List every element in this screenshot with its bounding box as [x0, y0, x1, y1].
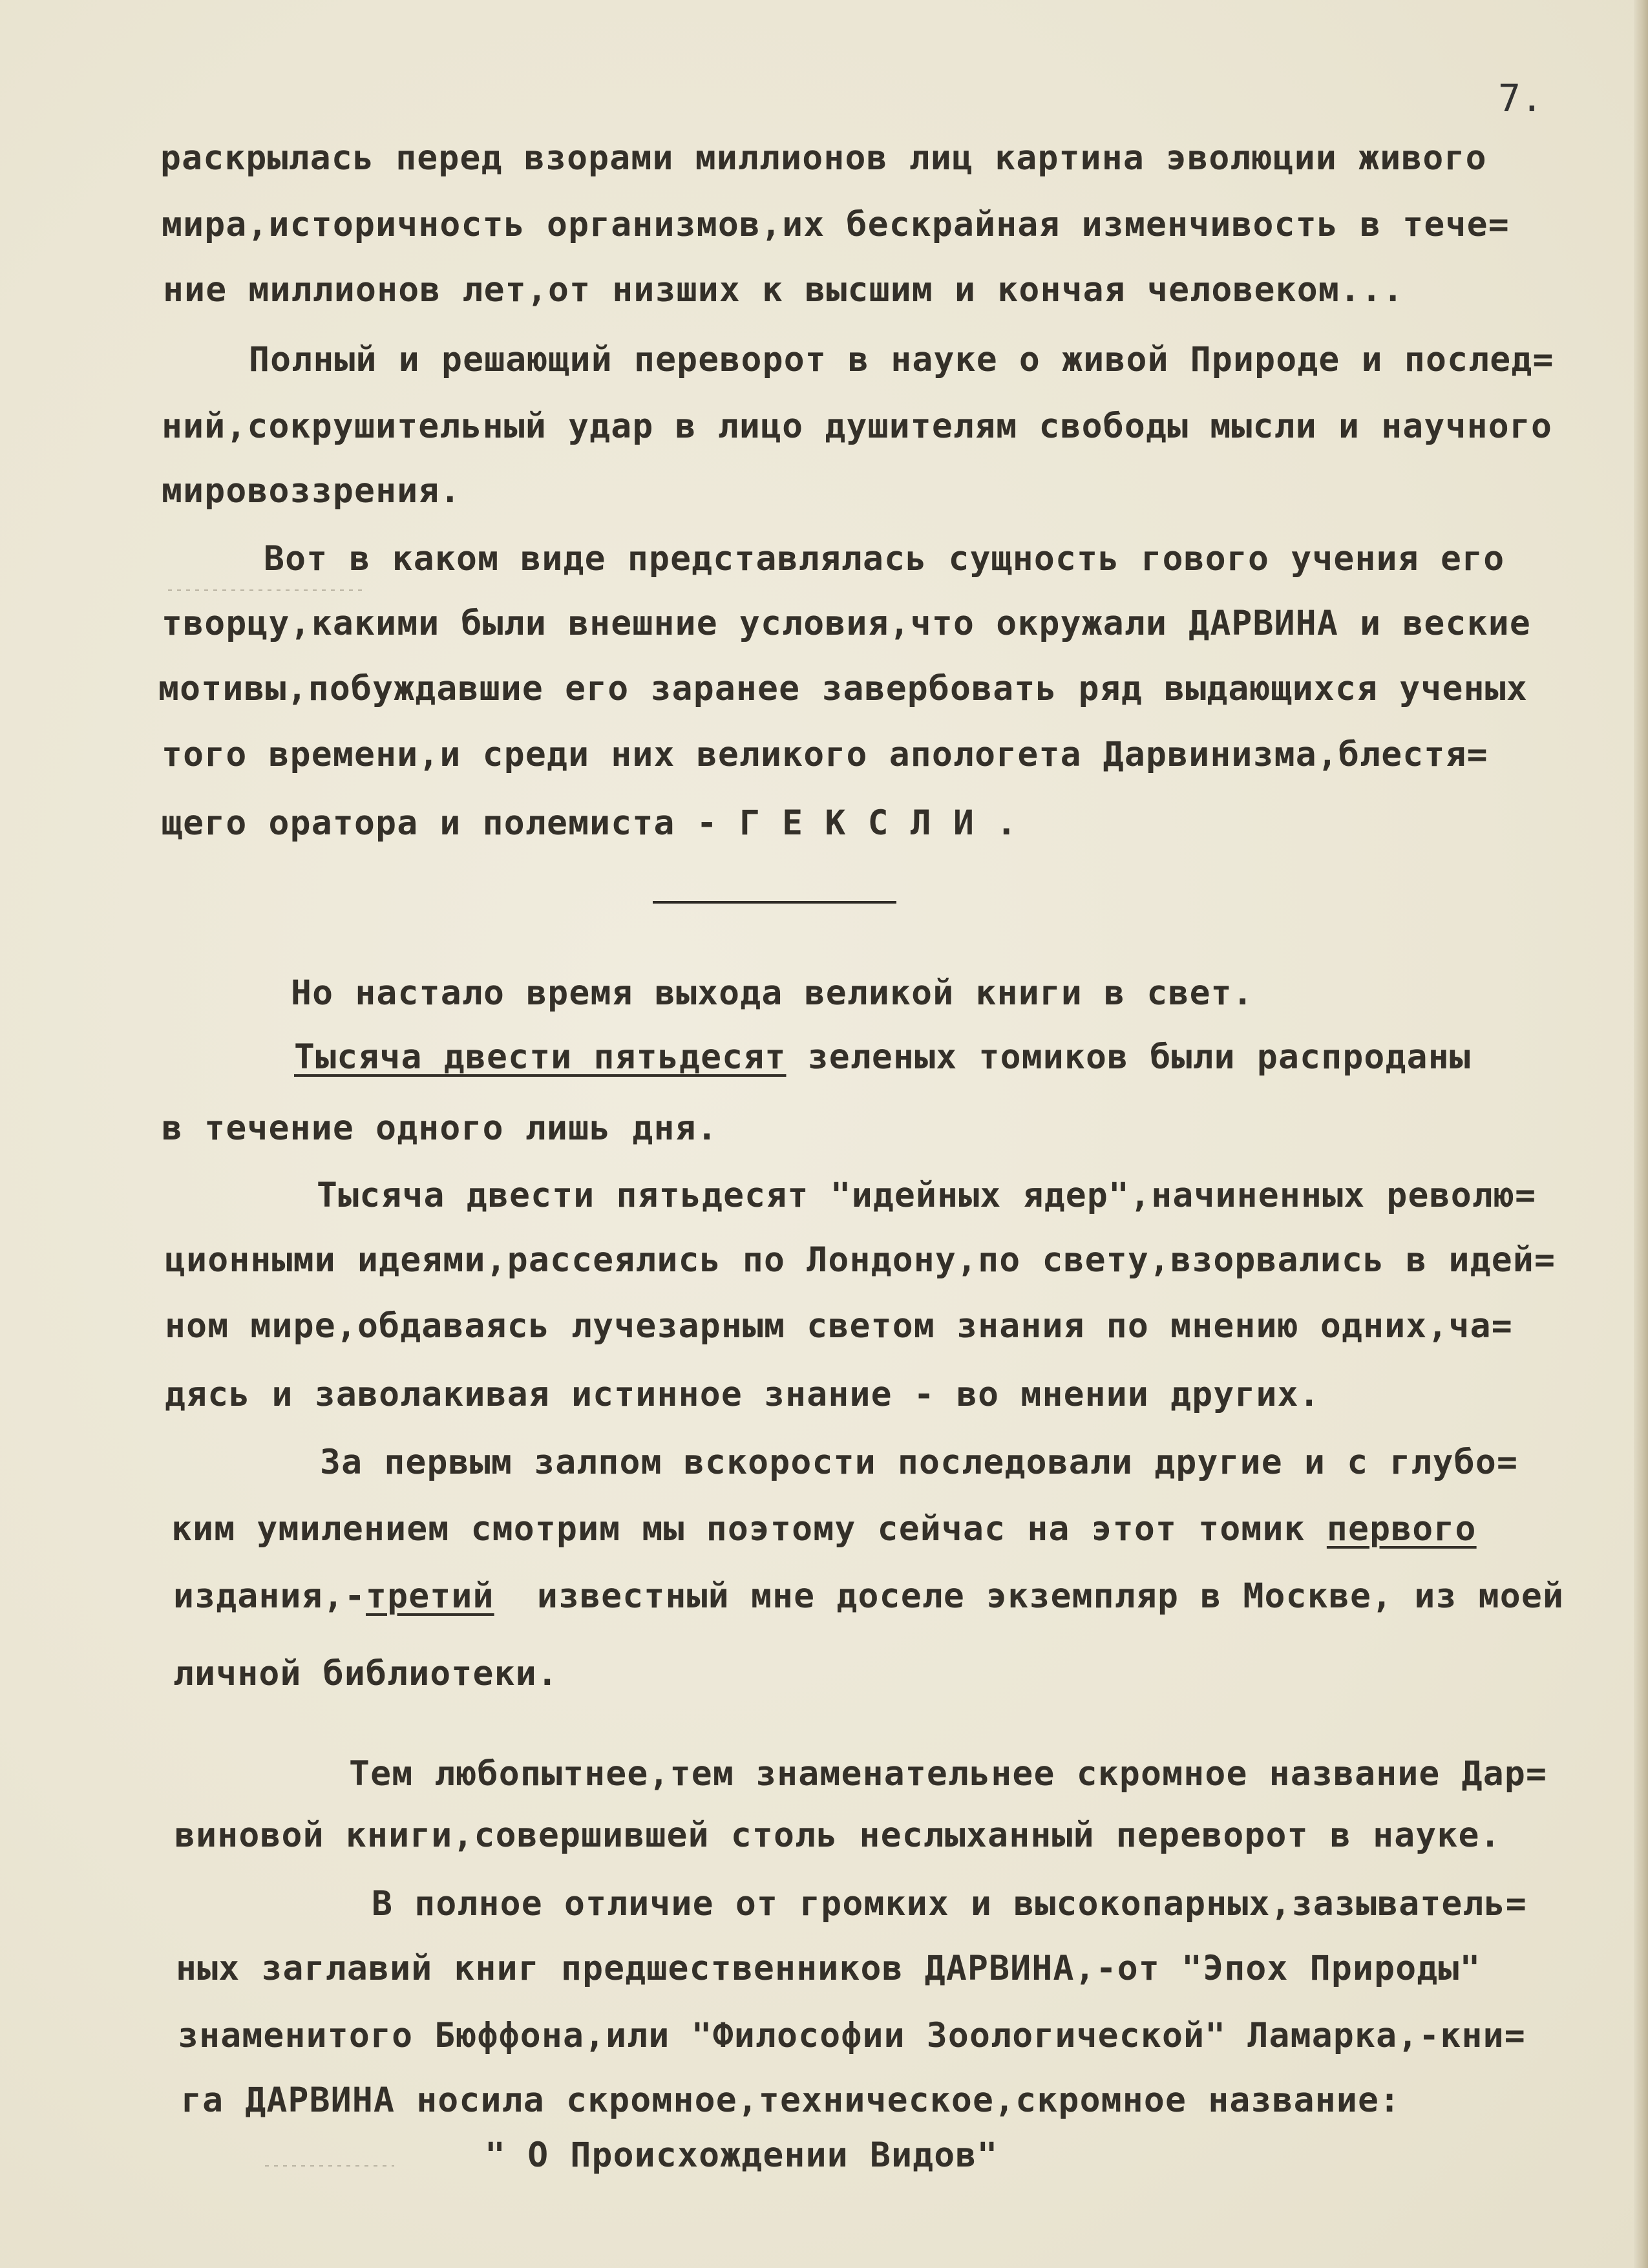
- text-line: дясь и заволакивая истинное знание - во мнении других.: [165, 1375, 1320, 1414]
- text-fragment: издания,-: [173, 1576, 366, 1616]
- faint-offset-mark: [265, 2165, 394, 2167]
- text-line: ние миллионов лет,от низших к высшим и кончая человеком...: [163, 270, 1404, 310]
- text-line: мотивы,побуждавшие его заранее завербовать ряд выдающихся ученых: [158, 669, 1528, 708]
- section-divider: [653, 901, 896, 904]
- text-line: Но настало время выхода великой книги в свет.: [291, 973, 1254, 1013]
- text-fragment: известный мне доселе экземпляр в Москве, из моей: [494, 1576, 1565, 1616]
- text-line: Тем любопытнее,тем знаменательнее скромное название Дар=: [349, 1754, 1548, 1794]
- text-line: [171, 1510, 1477, 1549]
- text-line: творцу,какими были внешние условия,что окружали ДАРВИНА и веские: [162, 604, 1531, 643]
- text-line: Вот в каком виде представлялась сущность гового учения его: [264, 539, 1505, 578]
- text-line: щего оратора и полемиста - Г Е К С Л И .: [162, 803, 1018, 843]
- text-line: [294, 1038, 1471, 1077]
- text-fragment: ким умилением смотрим мы поэтому сейчас на этот томик: [171, 1509, 1327, 1549]
- underlined-word: третий: [365, 1576, 494, 1616]
- text-line: Тысяча двести пятьдесят "идейных ядер",начиненных револю=: [317, 1176, 1537, 1215]
- text-line: В полное отличие от громких и высокопарных,зазыватель=: [372, 1884, 1527, 1924]
- text-line: в течение одного лишь дня.: [162, 1108, 718, 1148]
- text-line: раскрылась перед взорами миллионов лиц картина эволюции живого: [160, 138, 1487, 178]
- text-line: ных заглавий книг предшественников ДАРВИНА,-от "Эпох Природы": [176, 1949, 1481, 1988]
- text-line: мировоззрения.: [162, 471, 461, 511]
- text-line: га ДАРВИНА носила скромное,техническое,скромное название:: [181, 2081, 1401, 2120]
- text-line: ном мире,обдаваясь лучезарным светом знания по мнению одних,ча=: [165, 1306, 1513, 1346]
- text-line: знаменитого Бюффона,или "Философии Зоологической" Ламарка,-кни=: [178, 2016, 1526, 2055]
- text-line: личной библиотеки.: [173, 1654, 558, 1693]
- text-line: За первым залпом вскорости последовали другие и с глубо=: [320, 1443, 1519, 1482]
- text-line: виновой книги,совершившей столь неслыханный переворот в науке.: [174, 1816, 1501, 1855]
- text-line: Полный и решающий переворот в науке о живой Природе и послед=: [249, 340, 1554, 379]
- text-line: того времени,и среди них великого апологета Дарвинизма,блестя=: [162, 735, 1488, 774]
- page-edge: [1634, 0, 1648, 2268]
- underlined-word: первого: [1326, 1509, 1477, 1549]
- text-line: ционными идеями,рассеялись по Лондону,по свету,взорвались в идей=: [165, 1240, 1556, 1280]
- faint-offset-mark: [168, 589, 362, 591]
- page-number: 7.: [1498, 76, 1543, 120]
- text-line: ний,сокрушительный удар в лицо душителям свободы мысли и научного: [162, 407, 1553, 446]
- text-line: мира,историчность организмов,их бескрайная изменчивость в тече=: [162, 205, 1510, 244]
- underlined-phrase: Тысяча двести пятьдесят: [294, 1037, 787, 1077]
- text-line: [173, 1577, 1564, 1616]
- text-line: " О Происхождении Видов": [485, 2136, 998, 2175]
- text-fragment: зеленых томиков были распроданы: [786, 1037, 1471, 1077]
